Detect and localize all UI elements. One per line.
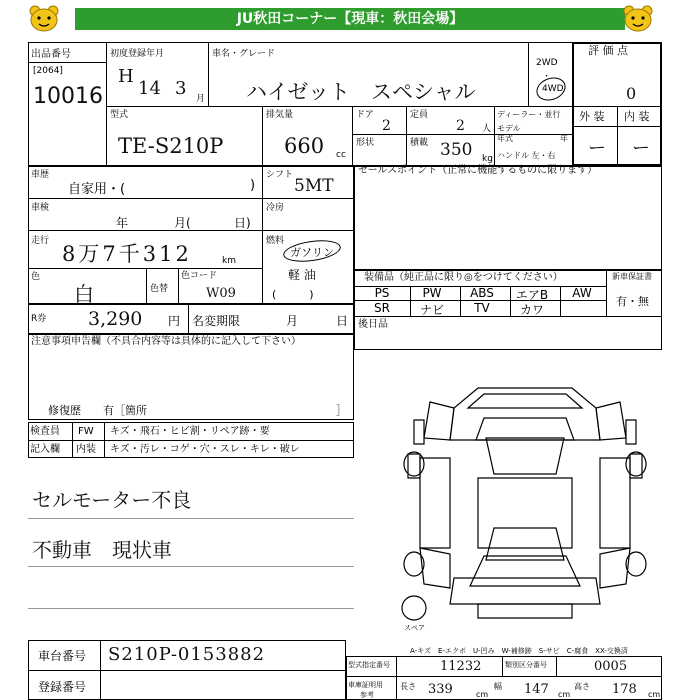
- color-change-label: 色替: [150, 284, 169, 294]
- score-ext-label: 外 装: [579, 110, 605, 123]
- score-int-value: ー: [632, 138, 650, 159]
- damage-legend: A-キズ E-エクボ U-凹み W-補修跡 S-サビ C-腐食 XX-交換済: [410, 647, 628, 655]
- drive-2wd: 2WD: [536, 58, 558, 68]
- height-label: 高さ: [574, 682, 590, 691]
- score-int-label: 内 装: [624, 110, 650, 123]
- category-num-value: 0005: [594, 659, 628, 674]
- dealer-label: ディーラー・並行: [497, 110, 561, 119]
- shift-value: 5MT: [294, 176, 334, 196]
- repair-history: 修復歴 有［箇所: [48, 404, 147, 417]
- usage-close: ): [250, 178, 256, 193]
- lot-number: 10016: [33, 84, 103, 109]
- fuel-paren: ( ): [272, 288, 314, 301]
- equip-aw: AW: [572, 286, 592, 300]
- drive-4wd: 4WD: [542, 84, 564, 94]
- capacity-value: 2: [456, 118, 465, 134]
- length-value: 339: [428, 682, 453, 697]
- model-year-label1: モデル: [497, 124, 521, 133]
- equip-navi: ナビ: [419, 303, 444, 317]
- fuel-label: 燃料: [266, 236, 285, 246]
- equip-ps: PS: [374, 286, 390, 300]
- chassis-label: 車台番号: [38, 649, 87, 663]
- first-reg-era: H: [118, 66, 134, 87]
- checker-label2: 記入欄: [30, 444, 60, 455]
- checker-fw-text: キズ・飛石・ヒビ割・リペア跡・要: [110, 426, 270, 437]
- capacity-label: 定員: [410, 110, 429, 120]
- score-label: 評 価 点: [588, 44, 628, 57]
- drive-dot: ・: [542, 72, 552, 82]
- dims-label1: 車庫証明用: [348, 681, 383, 689]
- inspection-day: 日): [234, 216, 251, 230]
- score-value: 0: [626, 84, 637, 103]
- color-value: 白: [74, 282, 94, 306]
- height-value: 178: [612, 682, 637, 697]
- length-label: 長さ: [400, 682, 416, 691]
- new-car-manual-label: 新車保証書: [612, 272, 652, 281]
- usage-value: 自家用・(: [68, 182, 126, 197]
- mascot-logo-right: [622, 4, 654, 32]
- width-label: 幅: [494, 682, 502, 691]
- shift-label: シフト: [266, 170, 294, 180]
- repair-history-close: ］: [336, 404, 347, 417]
- after-date-label: 後日品: [358, 319, 388, 330]
- color-code-label: 色コード: [181, 271, 218, 281]
- equip-leather: カワ: [519, 303, 544, 317]
- tax-day: 日: [336, 314, 349, 328]
- recycle-value: 3,290: [88, 308, 143, 330]
- displacement-label: 排気量: [266, 110, 294, 120]
- width-value: 147: [524, 682, 549, 697]
- color-label: 色: [31, 272, 41, 282]
- model-year-label2: 年式: [497, 134, 513, 143]
- tax-label: 名変期限: [192, 314, 241, 328]
- recycle-unit: 円: [168, 314, 181, 328]
- first-reg-label: 初度登録年月: [110, 49, 165, 59]
- model-value: TE-S210P: [118, 134, 224, 158]
- equip-airbag: エアB: [515, 288, 549, 302]
- color-code-value: W09: [206, 286, 236, 301]
- inspection-label: 車検: [31, 203, 50, 213]
- tax-month: 月: [286, 314, 299, 328]
- width-unit: cm: [558, 690, 571, 699]
- load-value: 350: [440, 140, 473, 160]
- model-label: 型式: [110, 110, 129, 120]
- notes-label: 注意事項申告欄（不具合内容等は具体的に記入して下さい）: [31, 336, 301, 347]
- first-reg-year: 14: [138, 78, 161, 99]
- type-num-label: 型式指定番号: [348, 661, 390, 669]
- note-line-2: 不動車 現状車: [32, 538, 172, 562]
- doors-label: ドア: [356, 110, 374, 120]
- checker-label1: 検査員: [30, 426, 60, 437]
- first-reg-month-unit: 月: [196, 94, 206, 104]
- inspection-year: 年: [116, 216, 129, 230]
- car-body-diagram: [400, 378, 650, 628]
- fuel-light-oil: 軽 油: [288, 268, 316, 282]
- equip-pw: PW: [422, 286, 442, 300]
- equip-tv: TV: [474, 301, 490, 315]
- sales-point-label: セールスポイント（正常に機能するものに限ります）: [358, 165, 598, 176]
- equip-abs: ABS: [470, 286, 494, 300]
- ac-label: 冷房: [266, 203, 285, 213]
- equipment-label: 装備品（純正品に限り◎をつけてください）: [364, 272, 563, 283]
- first-reg-month: 3: [175, 78, 187, 99]
- spare-label: スペア: [404, 624, 425, 632]
- car-name-label: 車名・グレード: [212, 49, 276, 59]
- score-ext-value: ー: [588, 138, 606, 159]
- mileage-value: 8万7千312: [62, 242, 192, 266]
- shape-label: 形状: [356, 138, 375, 148]
- capacity-unit: 人: [482, 124, 492, 134]
- displacement-unit: cc: [336, 150, 346, 160]
- load-unit: kg: [482, 154, 493, 164]
- load-label: 積載: [410, 138, 429, 148]
- height-unit: cm: [648, 690, 661, 699]
- recycle-label: R券: [31, 314, 47, 324]
- category-num-label: 類別区分番号: [505, 661, 547, 669]
- checker-naiso: 内装: [76, 444, 96, 455]
- checker-naiso-text: キズ・汚レ・コゲ・穴・スレ・キレ・破レ: [110, 444, 300, 455]
- usage-label: 車歴: [31, 170, 50, 180]
- displacement-value: 660: [284, 134, 325, 158]
- chassis-value: S210P-0153882: [108, 644, 266, 665]
- mileage-unit: km: [222, 256, 236, 266]
- checker-fw: FW: [78, 426, 94, 437]
- handle-label: ハンドル 左・右: [497, 151, 556, 160]
- lot-number-label: 出品番号: [31, 49, 71, 60]
- mascot-logo-left: [28, 4, 60, 32]
- registration-label: 登録番号: [38, 680, 87, 694]
- length-unit: cm: [476, 690, 489, 699]
- dims-label2: 参考: [360, 691, 374, 699]
- type-num-value: 11232: [440, 659, 482, 674]
- model-year-unit: 年: [560, 134, 568, 143]
- inspection-month: 月(: [174, 216, 191, 230]
- car-name-value: ハイゼット スペシャル: [246, 80, 476, 104]
- header-title: JU秋田コーナー【現車：秋田会場】: [75, 8, 625, 30]
- sales-point-frame: [354, 166, 662, 270]
- note-line-1: セルモーター不良: [32, 488, 192, 512]
- new-car-manual-value: 有・無: [616, 295, 649, 308]
- fuel-gasoline: ガソリン: [290, 246, 334, 259]
- doors-value: 2: [382, 118, 391, 134]
- recycle-frame: [28, 304, 354, 334]
- equip-sr: SR: [374, 301, 390, 315]
- mileage-label: 走行: [31, 236, 50, 246]
- lot-code: [2064]: [33, 66, 63, 76]
